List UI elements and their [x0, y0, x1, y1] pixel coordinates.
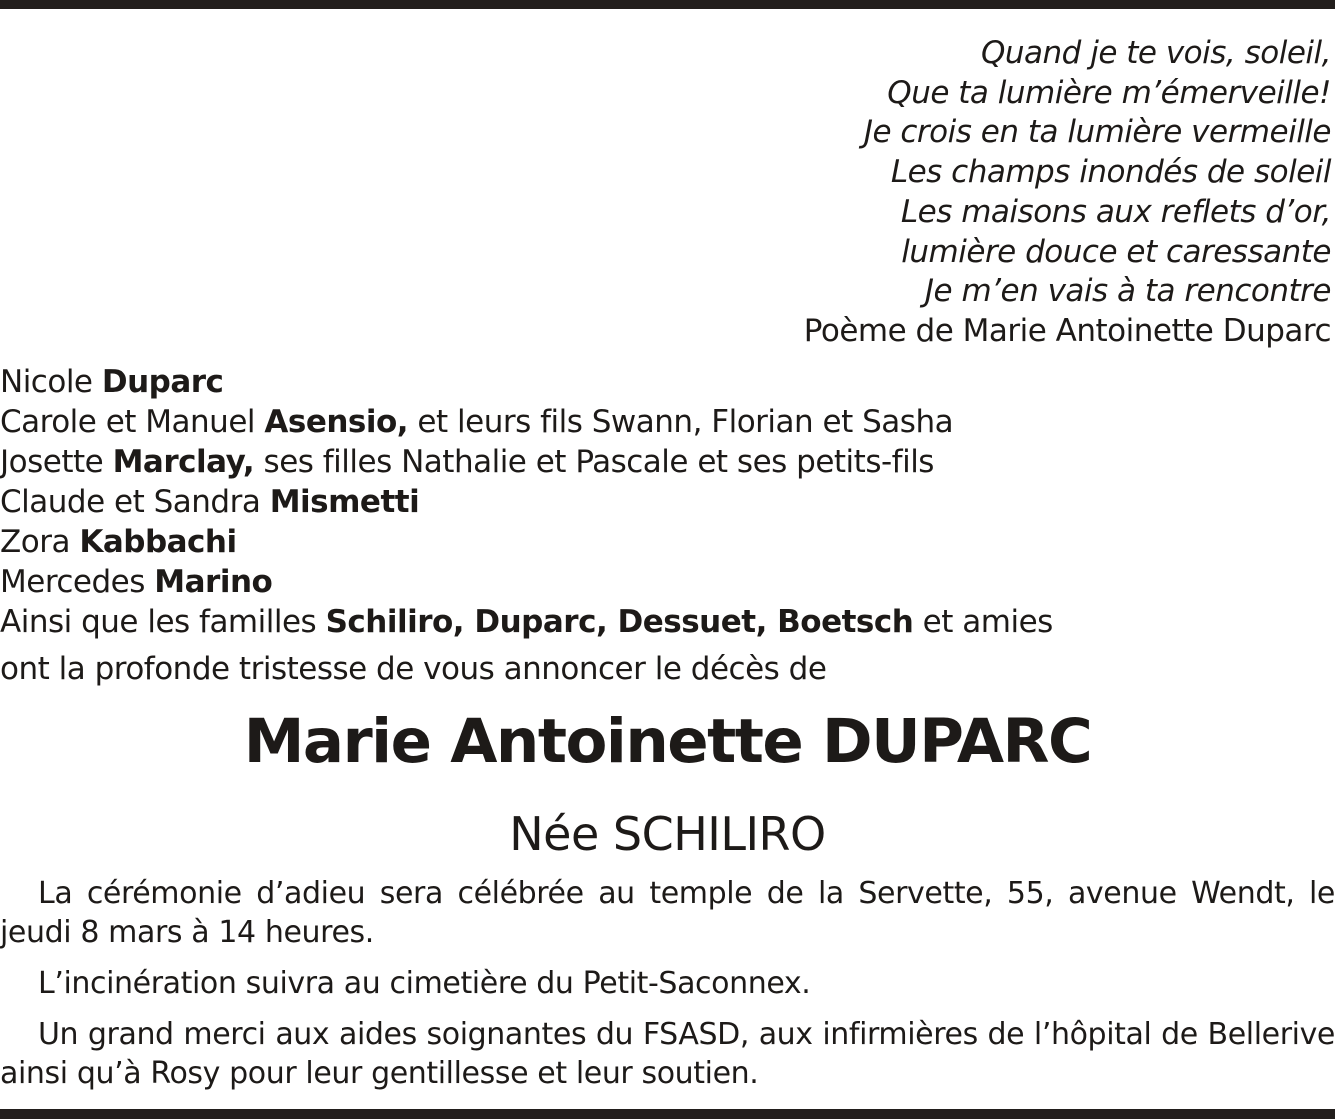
thanks-line-1: Un grand merci aux aides soignantes du FSASD, aux infirmières de l’hôpital de Bellerive [38, 1017, 1335, 1052]
poem [804, 34, 1331, 352]
family-line: Claude et Sandra Mismetti [0, 484, 420, 520]
family-line: Josette Marclay, ses filles Nathalie et Pascale et ses petits-fils [0, 444, 934, 480]
family-surname: Asensio, [264, 404, 409, 440]
family-surname: Schiliro, Duparc, Dessuet, Boetsch [325, 604, 914, 640]
top-border-rule [0, 0, 1335, 9]
poem-line: Les maisons aux reflets d’or, [900, 193, 1331, 230]
ceremony-paragraph [0, 874, 1335, 952]
poem-line: Je m’en vais à ta rencontre [924, 273, 1331, 310]
ceremony-line-2: jeudi 8 mars à 14 heures. [0, 915, 374, 950]
deceased-name: Marie Antoinette DUPARC [243, 706, 1092, 777]
family-line: Ainsi que les familles Schiliro, Duparc, Dessuet, Boetsch et amies [0, 604, 1053, 640]
poem-line: Quand je te vois, soleil, [980, 35, 1331, 71]
family-line: Nicole Duparc [0, 364, 224, 400]
maiden-name: Née SCHILIRO [509, 807, 826, 861]
family-list [0, 362, 1053, 642]
incineration-line: L’incinération suivra au cimetière du Petit-Saconnex. [38, 966, 811, 1001]
thanks-paragraph [0, 1015, 1335, 1093]
poem-line: Que ta lumière m’émerveille! [887, 74, 1331, 111]
poem-line: Je crois en ta lumière vermeille [863, 114, 1331, 151]
incineration-paragraph [0, 964, 1335, 1003]
family-line: Mercedes Marino [0, 564, 273, 600]
ceremony-line-1: La cérémonie d’adieu sera célébrée au temple de la Servette, 55, avenue Wendt, le [38, 876, 1335, 911]
family-surname: Mismetti [269, 484, 420, 520]
poem-line: lumière douce et caressante [901, 233, 1331, 270]
family-surname: Kabbachi [79, 524, 237, 560]
announcement-text: ont la profonde tristesse de vous annoncer le décès de [0, 651, 827, 687]
family-line: Carole et Manuel Asensio, et leurs fils Swann, Florian et Sasha [0, 404, 954, 440]
family-surname: Marclay, [112, 444, 255, 480]
family-surname: Duparc [101, 364, 224, 400]
family-line: Zora Kabbachi [0, 524, 237, 560]
poem-line: Les champs inondés de soleil [890, 154, 1331, 191]
bottom-border-rule [0, 1109, 1335, 1119]
family-surname: Marino [154, 564, 273, 600]
poem-credit: Poème de Marie Antoinette Duparc [803, 312, 1331, 349]
thanks-line-2: ainsi qu’à Rosy pour leur gentillesse et leur soutien. [0, 1056, 759, 1091]
